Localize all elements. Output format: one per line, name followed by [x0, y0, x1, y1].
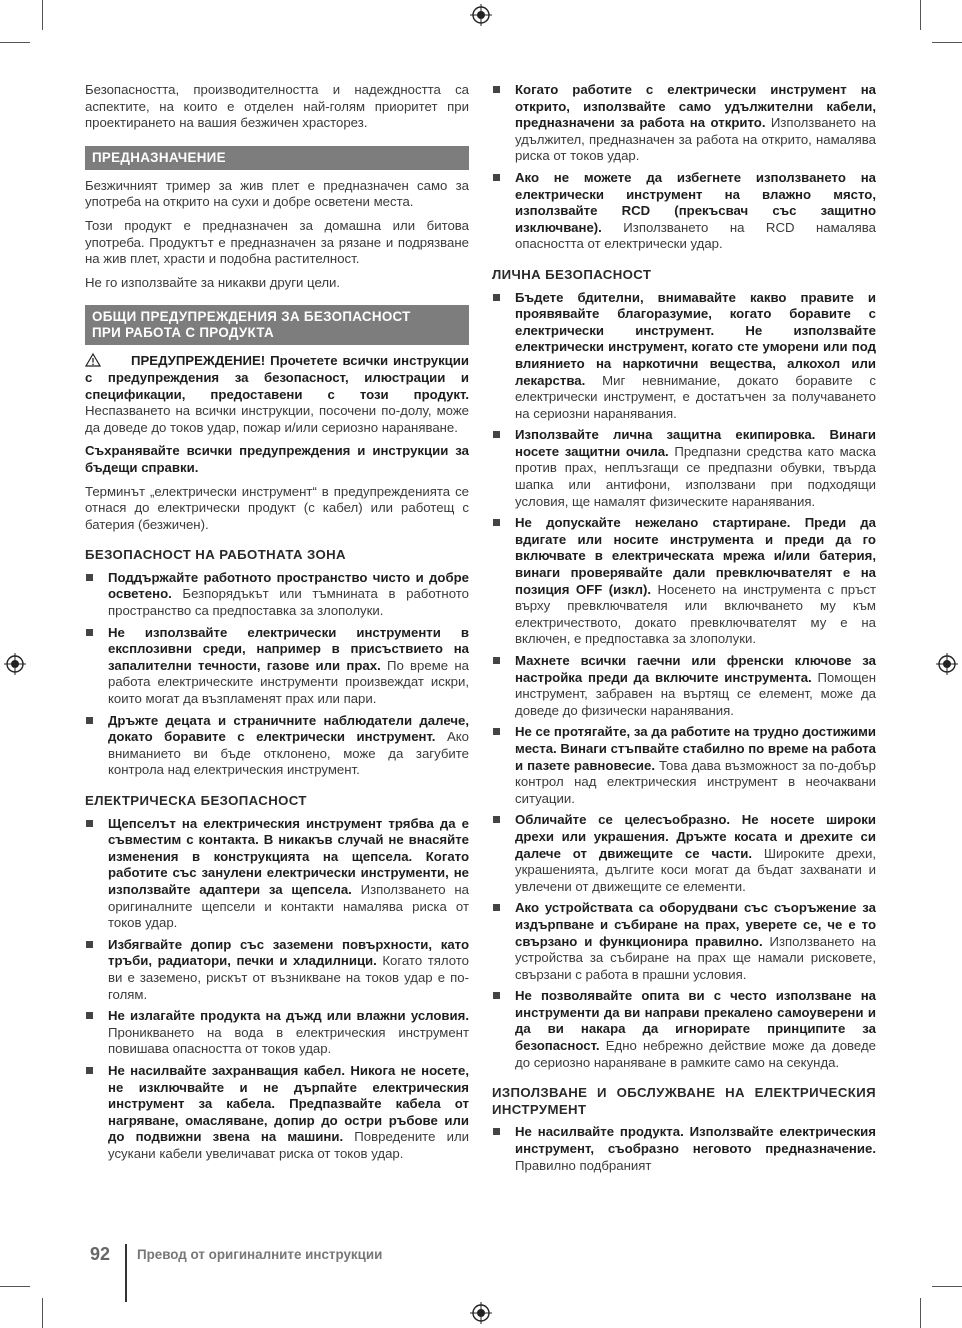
bullet-square-icon [86, 717, 93, 724]
list-item: Щепселът на електрическия инструмент трябва да е съвместим с контакта. В никакъв случай не внасяйте изменения в конструкцията на щепсела. Когато работите със занулени електрически инструменти, не използвайте адаптери за щепсела. Използването на оригиналните щепсели и контакти намалява риска от токов удар. [85, 816, 469, 932]
list-item: Не използвайте електрически инструменти в експлозивни среди, например в присъствието на запалителни течности, газове или прах. По време на работа електрическите инструменти произвеждат искри, които могат да възпламенят прах или пари. [85, 625, 469, 708]
bullet-square-icon [86, 820, 93, 827]
bullet-square-icon [493, 728, 500, 735]
crop-mark [920, 1298, 921, 1328]
purpose-paragraph: Не го използвайте за никакви други цели. [85, 274, 341, 290]
list-item: Не насилвайте продукта. Използвайте електрическия инструмент, съобразно неговото предназначение. Правилно подбраният [492, 1124, 876, 1174]
bullet-square-icon [86, 1012, 93, 1019]
subheading-personal-safety: ЛИЧНА БЕЗОПАСНОСТ [492, 266, 652, 282]
purpose-paragraph: Този продукт е предназначен за домашна или битова употреба. Продуктът е предназначен за рязане и подрязване на жив плет, храсти и подобна растителност. [85, 217, 469, 267]
list-item: Бъдете бдителни, внимавайте какво правите и проявявайте благоразумие, когато боравите с електрически инструмент. Не използвайте електрически инструмент, когато сте уморени или под влиянието на наркотични вещества, алкохол или лекарства. Миг невнимание, докато боравите с електрически инструмент, е достатъчен за получаването на сериозни наранявания. [492, 290, 876, 423]
bullet-square-icon [493, 816, 500, 823]
bullet-square-icon [493, 1128, 500, 1135]
subheading-work-area: БЕЗОПАСНОСТ НА РАБОТНАТА ЗОНА [85, 547, 346, 563]
list-item: Когато работите с електрически инструмент на открито, използвайте само удължителни кабели, предназначени за работа на открито. Използването на удължител, предназначен за работа на открито, намалява риска от токов удар. [492, 82, 876, 165]
section-heading-purpose: ПРЕДНАЗНАЧЕНИЕ [85, 146, 469, 170]
heading-line: ОБЩИ ПРЕДУПРЕЖДЕНИЯ ЗА БЕЗОПАСНОСТ [92, 309, 411, 325]
electrical-list [85, 816, 469, 1163]
footer-text: Превод от оригиналните инструкции [137, 1247, 383, 1262]
use-and-care-list [492, 1124, 876, 1174]
list-item: Използвайте лична защитна екипировка. Винаги носете защитни очила. Предпазни средства като маска против прах, неплъзгащи се предпазни обувки, твърда шапка или антифони, използвани при подходящи условия, ще намалят физическите наранявания. [492, 427, 876, 510]
list-item: Махнете всички гаечни или френски ключове за настройка преди да включите инструмента. Помощен инструмент, забравен на въртящ се елемент, може да доведе до физически наранявания. [492, 653, 876, 719]
bullet-square-icon [493, 174, 500, 181]
subheading-electrical: ЕЛЕКТРИЧЕСКА БЕЗОПАСНОСТ [85, 793, 307, 808]
list-item: Ако не можете да избегнете използването на електрически инструмент на влажно място, използвайте RCD (прекъсвач със защитно изключване). Използването на RCD намалява опасността от електрически удар. [492, 170, 876, 253]
crop-mark [932, 42, 962, 43]
term-paragraph: Терминът „електрически инструмент“ в предупрежденията се отнася до електрически продукт (с кабел) или работещ с батерия (безжичен). [85, 483, 469, 532]
footer-divider [125, 1244, 127, 1302]
warning-triangle-icon [85, 353, 101, 367]
warning-paragraph [85, 353, 469, 436]
crop-mark [0, 1286, 30, 1287]
personal-safety-list [492, 290, 876, 1072]
list-item: Поддържайте работното пространство чисто и добре осветено. Безпорядъкът или тъмнината в работното пространство са предпоставка за злополуки. [85, 570, 469, 620]
registration-mark-icon [936, 653, 958, 675]
list-item: Ако устройствата са оборудвани със съоръжение за издърпване и събиране на прах, уверете се, че е то свързано и функционира правилно. Използването на устройства за събиране на прах ще намали рисковете, свързани с работа в прашни условия. [492, 900, 876, 983]
bullet-square-icon [493, 86, 500, 93]
bullet-square-icon [493, 431, 500, 438]
bullet-square-icon [493, 294, 500, 301]
section-heading-general-warnings [85, 305, 469, 345]
bullet-square-icon [86, 629, 93, 636]
crop-mark [42, 1298, 43, 1328]
bullet-square-icon [86, 1067, 93, 1074]
intro-paragraph: Безопасността, производителността и надеждността са аспектите, на които е отделен най-голям приоритет при проектирането на вашия безжичен храсторез. [85, 82, 469, 131]
list-item: Не позволявайте опита ви с често използване на инструменти да ви направи прекалено самоуверени и да ви накара да игнорирате принципите за безопасност. Едно небрежно действие може да доведе до сериозно нараняване в рамките само на секунда. [492, 988, 876, 1071]
save-instructions: Съхранявайте всички предупреждения и инструкции за бъдещи справки. [85, 443, 469, 475]
crop-mark [932, 1286, 962, 1287]
bullet-square-icon [493, 519, 500, 526]
list-item: Не излагайте продукта на дъжд или влажни условия. Проникването на вода в електрическия инструмент повишава опасността от токов удар. [85, 1008, 469, 1058]
list-item: Дръжте децата и страничните наблюдатели далече, докато боравите с електрически инструмент. Ако вниманието ви бъде отклонено, може да загубите контрола над електрическия инструмент. [85, 713, 469, 779]
warning-bold-text: ПРЕДУПРЕЖДЕНИЕ! Прочетете всички инструкции с предупреждения за безопасност, илюстрации и спецификации, предоставени с този продукт. [85, 353, 469, 402]
crop-mark [42, 0, 43, 30]
bullet-square-icon [493, 992, 500, 999]
electrical-list-continued [492, 82, 876, 253]
registration-mark-icon [470, 4, 492, 26]
list-item: Не допускайте нежелано стартиране. Преди да вдигате или носите инструмента и преди да го включвате в електрическата мрежа и/или батерия, винаги проверявайте дали превключвателят е на позиция OFF (изкл). Носенето на инструмента с пръст върху превключвателя или включването му към електричеството, докато превключвателят му е на включен, е предпоставка за злополуки. [492, 515, 876, 648]
subheading-use-and-care: ИЗПОЛЗВАНЕ И ОБСЛУЖВАНЕ НА ЕЛЕКТРИЧЕСКИЯ ИНСТРУМЕНТ [492, 1085, 876, 1117]
list-item: Обличайте се целесъобразно. Не носете широки дрехи или украшения. Дръжте косата и дрехите си далече от движещите се части. Широките дрехи, украшенията, дългите коси могат да бъдат захванати и увлечени от движещите се елементи. [492, 812, 876, 895]
purpose-paragraph: Безжичният тример за жив плет е предназначен само за употреба на открито на сухи и добре осветени места. [85, 177, 469, 210]
crop-mark [0, 42, 30, 43]
registration-mark-icon [4, 653, 26, 675]
page-number: 92 [90, 1244, 111, 1264]
list-item: Не насилвайте захранващия кабел. Никога не носете, не изключвайте и не дърпайте електрическия инструмент за кабела. Предпазвайте кабела от нагряване, омасляване, допир до остри ръбове или до подвижни звена на машини. Повредените или усукани кабели увеличават риска от токов удар. [85, 1063, 469, 1163]
bullet-square-icon [493, 657, 500, 664]
list-item: Избягвайте допир със заземени повърхности, като тръби, радиатори, печки и хладилници. Когато тялото ви е заземено, рискът от възникване на токов удар е по-голям. [85, 937, 469, 1003]
registration-mark-icon [470, 1302, 492, 1324]
work-area-list [85, 570, 469, 779]
list-item: Не се протягайте, за да работите на трудно достижими места. Винаги стъпвайте стабилно по време на работа и пазете равновесие. Това дава възможност за по-добър контрол над електрическия инструмент в неочаквани ситуации. [492, 724, 876, 807]
warning-text: Неспазването на всички инструкции, посочени по-долу, може да доведе до токов удар, пожар и/или сериозно нараняване. [85, 403, 469, 435]
left-column [85, 82, 469, 1167]
heading-line: ПРИ РАБОТА С ПРОДУКТА [92, 325, 274, 341]
bullet-square-icon [493, 904, 500, 911]
bullet-square-icon [86, 941, 93, 948]
bullet-square-icon [86, 574, 93, 581]
right-column [492, 82, 876, 1179]
crop-mark [920, 0, 921, 30]
